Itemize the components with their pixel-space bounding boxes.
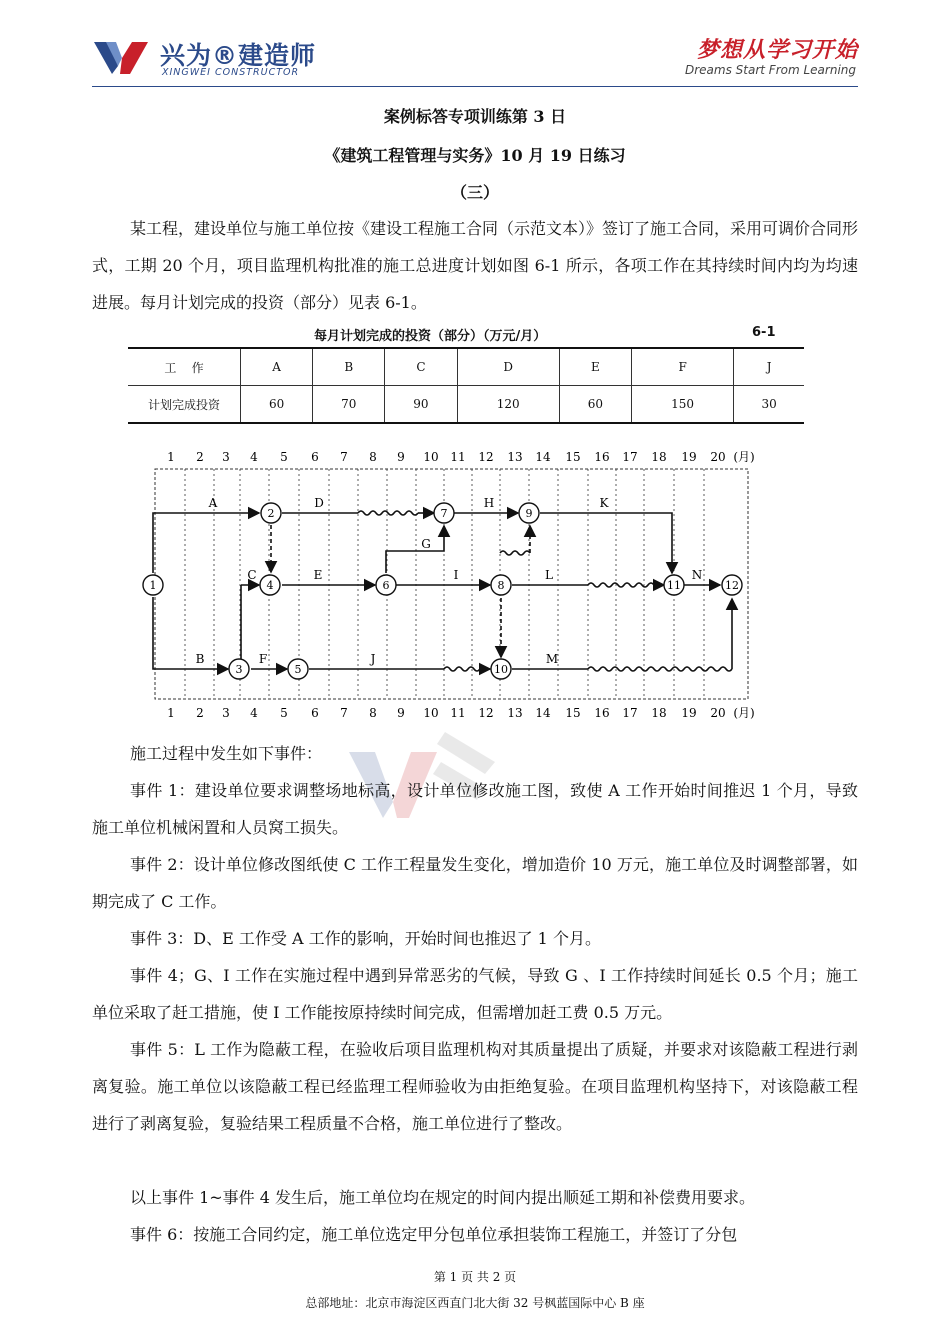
network-nodes	[143, 503, 742, 679]
event-1: 事件 1：建设单位要求调整场地标高，设计单位修改施工图，致使 A 工作开始时间推迟 1 个月，导致施工单位机械闲置和人员窝工损失。	[92, 781, 858, 837]
slogan-english: Dreams Start From Learning	[685, 63, 856, 77]
activity-label: I	[453, 568, 459, 582]
table-value-row	[128, 386, 804, 424]
month-label: 3	[222, 450, 230, 464]
logo-subtitle: XINGWEI CONSTRUCTOR	[162, 67, 300, 78]
activity-label: A	[208, 496, 218, 510]
activity-label: C	[247, 568, 257, 582]
month-label: 6	[311, 706, 319, 720]
month-label: 4	[250, 706, 258, 720]
month-label: 1	[167, 706, 175, 720]
svg-text:3: 3	[235, 663, 243, 676]
node	[261, 503, 281, 523]
event-5: 事件 5：L 工作为隐蔽工程，在验收后项目监理机构对其质量提出了质疑，并要求对该隐蔽工程进行剥离复验。施工单位以该隐蔽工程已经监理工程师验收为由拒绝复验。在项目监理机构坚持下，对该隐蔽工程进行了剥离复验，复验结果工程质量不合格，施工单位进行了整改。	[92, 1040, 858, 1133]
month-label: 12	[478, 706, 494, 720]
doc-section: （三）	[450, 183, 499, 202]
svg-text:6: 6	[382, 579, 390, 592]
month-label: 10	[423, 706, 439, 720]
footer-address: 总部地址：北京市海淀区西直门北大街 32 号枫蓝国际中心 B 座	[305, 1296, 645, 1310]
month-label: 15	[565, 706, 581, 720]
xingwei-logo-icon	[92, 38, 150, 78]
activity-label: K	[599, 496, 609, 510]
month-label: 19	[681, 706, 697, 720]
value-cell: 30	[734, 386, 804, 424]
node	[519, 503, 539, 523]
activity-label: L	[545, 568, 553, 582]
month-label: 2	[196, 706, 204, 720]
node	[664, 575, 684, 595]
header-divider	[92, 86, 858, 87]
network-diagram	[128, 443, 768, 725]
month-label: 5	[280, 706, 288, 720]
month-label: 1	[167, 450, 175, 464]
month-label: 8	[369, 450, 377, 464]
value-cell: 60	[241, 386, 313, 424]
node	[434, 503, 454, 523]
node	[143, 575, 163, 595]
table-number: 6-1	[752, 325, 776, 340]
month-label: 6	[311, 450, 319, 464]
month-label: 15	[565, 450, 581, 464]
month-label: 13	[507, 706, 523, 720]
month-label: 16	[594, 450, 610, 464]
activity-label: B	[195, 652, 205, 666]
intro-paragraph: 某工程，建设单位与施工单位按《建设工程施工合同（示范文本）》签订了施工合同，采用可调价合同形式，工期 20 个月，项目监理机构批准的施工总进度计划如图 6-1 所示，各项工作在其持续时间内均为均速进展。每月计划完成的投资（部分）见表 6-1。	[92, 219, 859, 312]
activity-label: N	[691, 568, 703, 582]
month-label: 17	[622, 450, 638, 464]
activity-label: M	[545, 652, 559, 666]
slogan: 梦想从学习开始	[696, 38, 858, 63]
month-label: 3	[222, 706, 230, 720]
work-cell: C	[385, 348, 457, 386]
month-label: 2	[196, 450, 204, 464]
unit-label: (月)	[733, 706, 755, 720]
month-axis-bottom	[167, 706, 755, 720]
value-cell: 90	[385, 386, 457, 424]
month-label: 5	[280, 450, 288, 464]
page-header	[0, 0, 950, 92]
month-label: 18	[651, 706, 667, 720]
svg-text:11: 11	[667, 579, 681, 592]
work-cell: A	[241, 348, 313, 386]
month-label: 12	[478, 450, 494, 464]
node	[491, 659, 511, 679]
node	[260, 575, 280, 595]
event-4: 事件 4；G、I 工作在实施过程中遇到异常恶劣的气候，导致 G 、I 工作持续时间延长 0.5 个月；施工单位采取了赶工措施，使 I 工作能按原持续时间完成，但需增加赶工费 0.5 万元。	[92, 966, 858, 1022]
activity-label: D	[314, 496, 324, 510]
value-cell: 60	[559, 386, 631, 424]
logo-text: 兴为®建造师	[160, 41, 317, 70]
row-label: 计划完成投资	[128, 386, 241, 424]
month-label: 14	[535, 706, 551, 720]
month-label: 20	[710, 450, 726, 464]
month-axis-top	[167, 450, 755, 464]
activity-label: G	[421, 537, 431, 551]
value-cell: 70	[313, 386, 385, 424]
svg-text:7: 7	[440, 507, 448, 520]
month-label: 20	[710, 706, 726, 720]
month-label: 4	[250, 450, 258, 464]
node	[288, 659, 308, 679]
value-cell: 120	[457, 386, 559, 424]
page-number: 第 1 页 共 2 页	[433, 1270, 517, 1284]
month-label: 11	[450, 450, 466, 464]
node	[722, 575, 742, 595]
svg-text:10: 10	[494, 663, 508, 676]
svg-text:4: 4	[266, 579, 274, 592]
investment-table	[128, 347, 804, 424]
month-label: 11	[450, 706, 466, 720]
month-label: 18	[651, 450, 667, 464]
month-label: 7	[340, 450, 348, 464]
unit-label: (月)	[733, 450, 755, 464]
svg-text:9: 9	[525, 507, 533, 520]
month-label: 19	[681, 450, 697, 464]
svg-text:8: 8	[497, 579, 505, 592]
month-label: 17	[622, 706, 638, 720]
node	[229, 659, 249, 679]
svg-text:2: 2	[267, 507, 275, 520]
work-cell: F	[631, 348, 733, 386]
month-label: 9	[397, 450, 405, 464]
doc-title: 案例标答专项训练第 3 日	[383, 107, 567, 126]
month-label: 8	[369, 706, 377, 720]
node	[491, 575, 511, 595]
work-cell: B	[313, 348, 385, 386]
svg-text:12: 12	[725, 579, 739, 592]
svg-text:5: 5	[294, 663, 302, 676]
table-header-row	[128, 348, 804, 386]
work-cell: D	[457, 348, 559, 386]
month-label: 14	[535, 450, 551, 464]
work-cell: E	[559, 348, 631, 386]
events-summary: 以上事件 1~事件 4 发生后，施工单位均在规定的时间内提出顺延工期和补偿费用要求。	[130, 1188, 756, 1207]
events-intro: 施工过程中发生如下事件：	[130, 744, 323, 763]
header-label: 工 作	[128, 348, 241, 386]
month-label: 16	[594, 706, 610, 720]
month-label: 9	[397, 706, 405, 720]
activity-label: H	[483, 496, 495, 510]
svg-text:1: 1	[149, 579, 157, 592]
work-cell: J	[734, 348, 804, 386]
activity-label: J	[370, 652, 376, 666]
node	[376, 575, 396, 595]
event-3: 事件 3：D、E 工作受 A 工作的影响，开始时间也推迟了 1 个月。	[130, 929, 601, 948]
event-2: 事件 2：设计单位修改图纸使 C 工作工程量发生变化，增加造价 10 万元，施工单位及时调整部署，如期完成了 C 工作。	[92, 855, 858, 911]
activity-label: F	[258, 652, 268, 666]
activity-label: E	[313, 568, 323, 582]
doc-subtitle: 《建筑工程管理与实务》10 月 19 日练习	[324, 146, 626, 165]
table-caption: 每月计划完成的投资（部分）（万元/月）	[314, 329, 547, 344]
value-cell: 150	[631, 386, 733, 424]
month-label: 13	[507, 450, 523, 464]
month-label: 10	[423, 450, 439, 464]
month-label: 7	[340, 706, 348, 720]
event-6: 事件 6：按施工合同约定，施工单位选定甲分包单位承担装饰工程施工，并签订了分包	[130, 1225, 738, 1244]
